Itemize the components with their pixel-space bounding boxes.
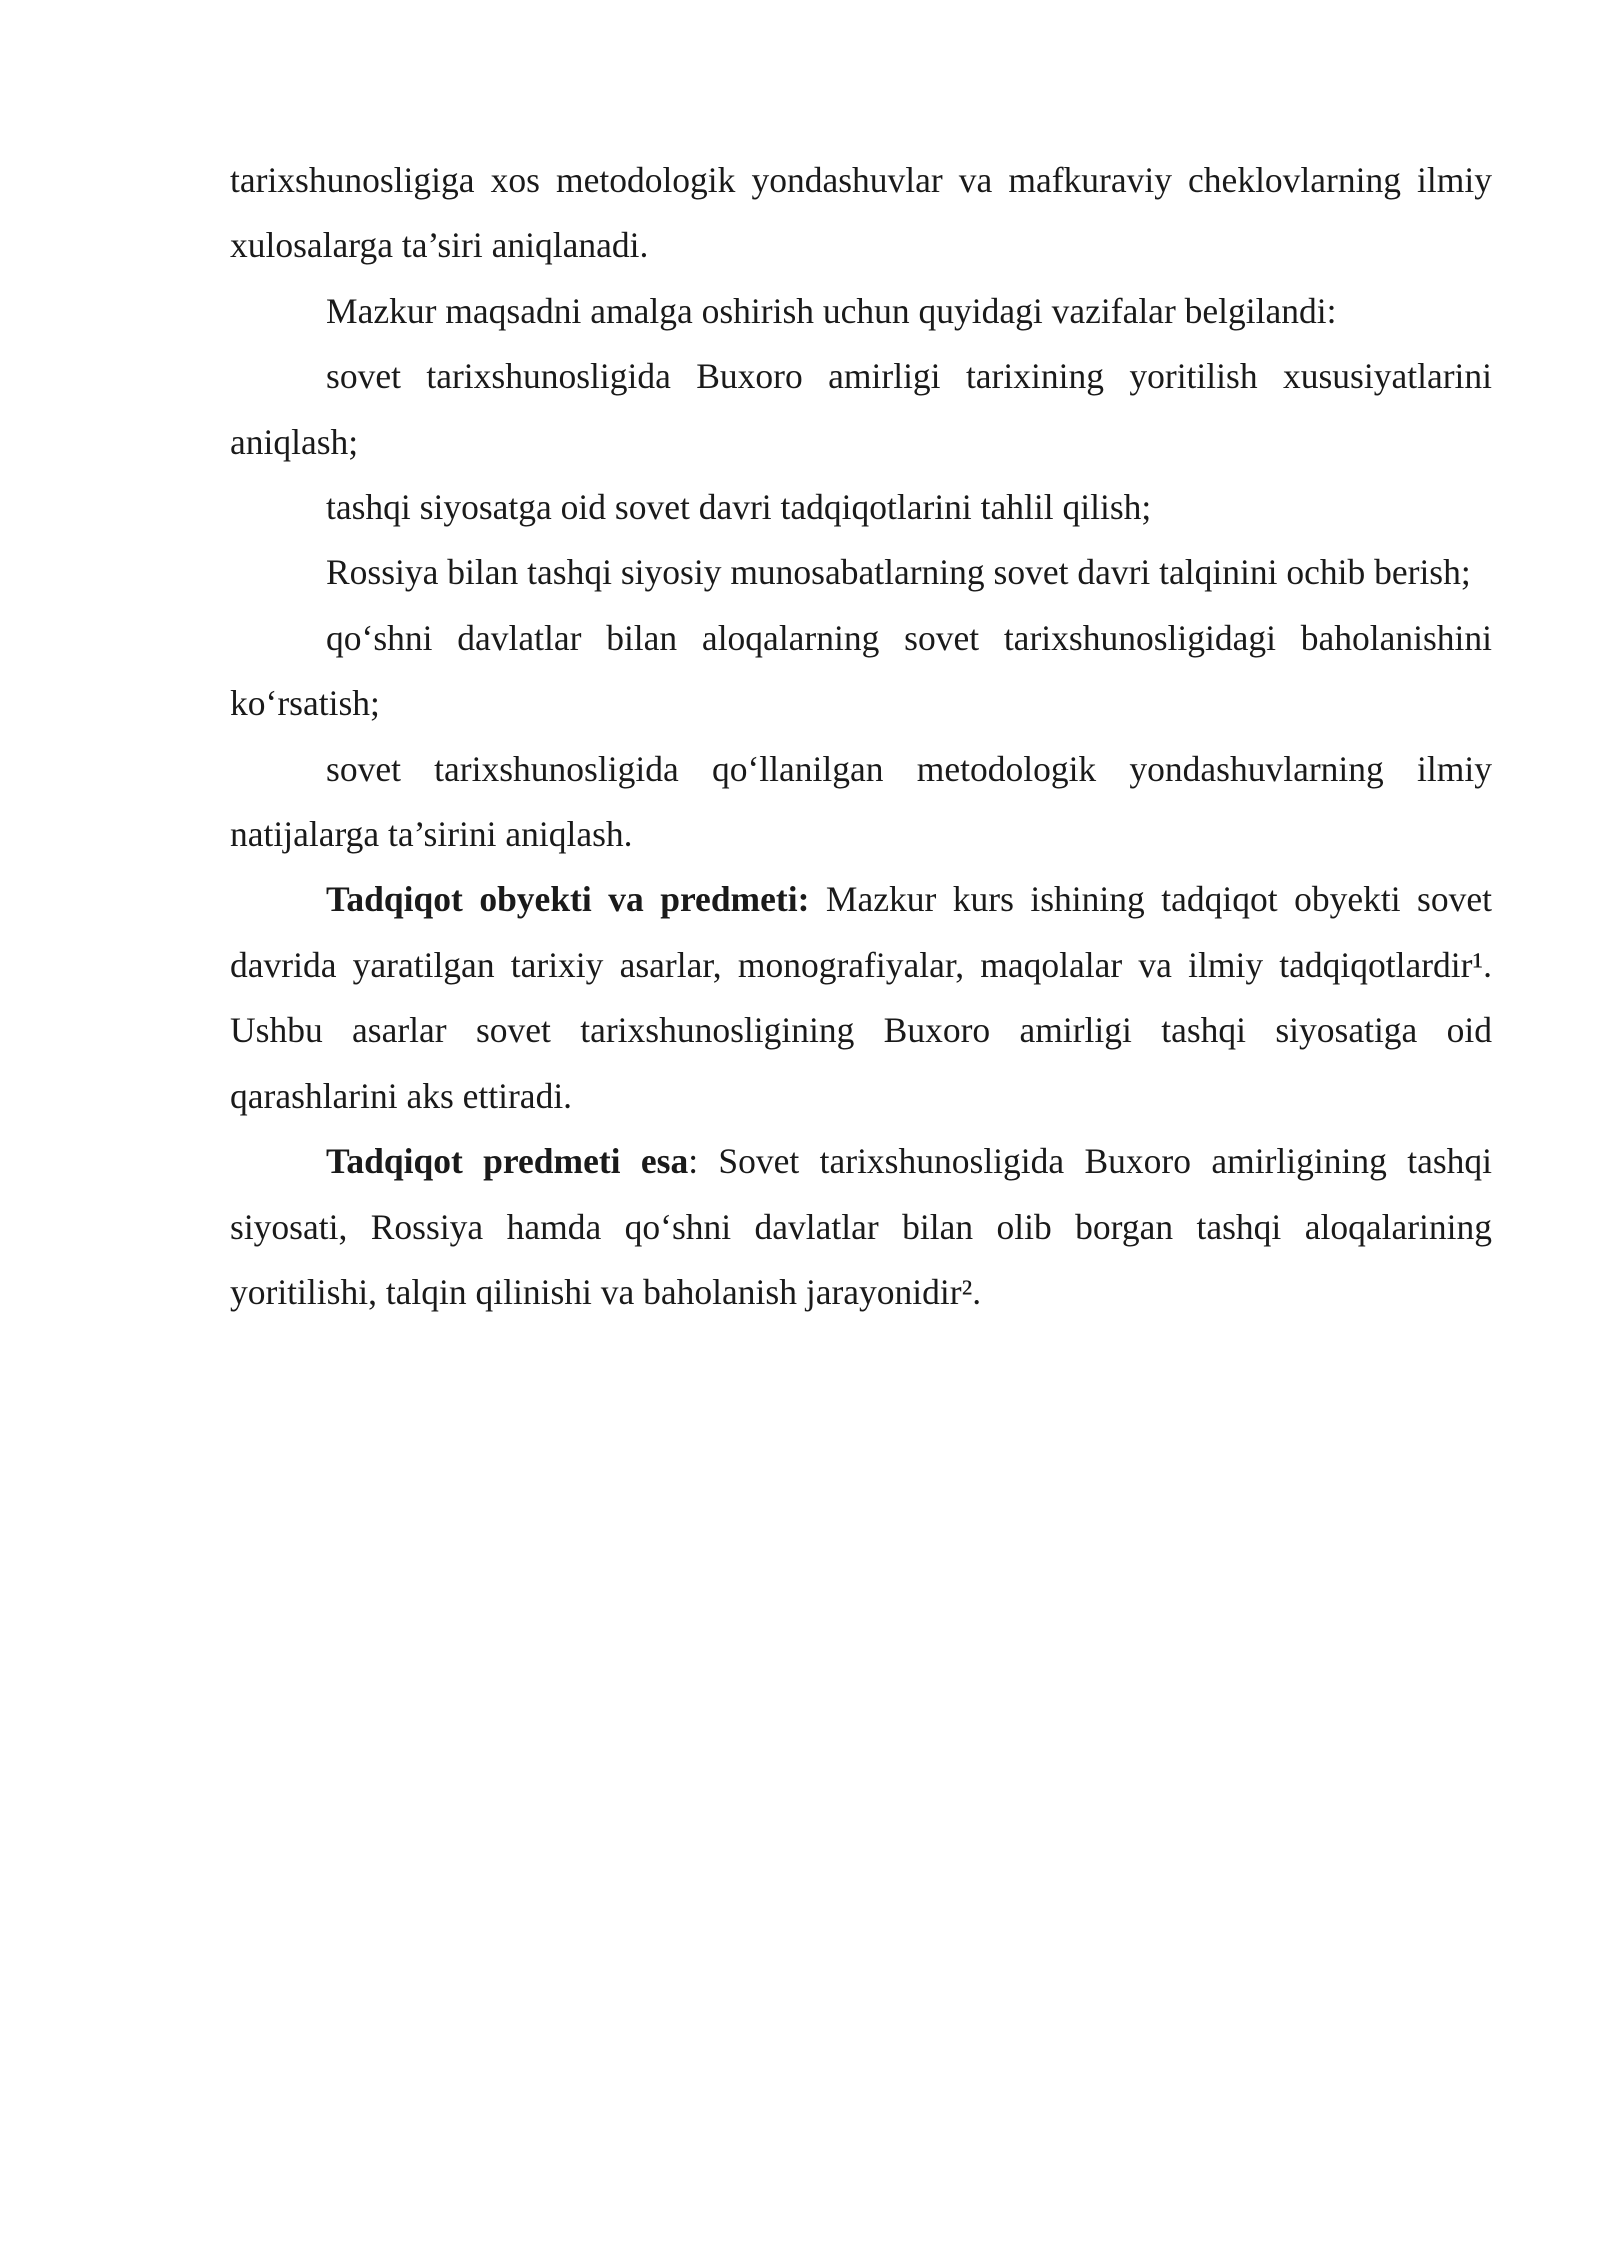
paragraph-text: : Sovet tarixshunosligida Buxoro amirligining tashqi siyosati, Rossiya hamda qo‘shni davlatlar bilan olib borgan tashqi aloqalarining yoritilishi, talqin qilinishi va baholanish jarayonidir².: [230, 1141, 1492, 1312]
task-item: qo‘shni davlatlar bilan aloqalarning sovet tarixshunosligidagi baholanishini ko‘rsatish;: [230, 617, 1492, 724]
document-page: [230, 148, 1492, 1325]
task-item: tashqi siyosatga oid sovet davri tadqiqotlarini tahlil qilish;: [326, 487, 1152, 528]
paragraph-research-subject: [230, 1129, 1492, 1325]
paragraph-tasks-intro: Mazkur maqsadni amalga oshirish uchun quyidagi vazifalar belgilandi:: [326, 290, 1337, 331]
paragraph-text: Mazkur kurs ishining tadqiqot obyekti sovet davrida yaratilgan tarixiy asarlar, monografiyalar, maqolalar va ilmiy tadqiqotlardir¹. Ushbu asarlar sovet tarixshunosligining Buxoro amirligi tashqi siyosatiga oid qarashlarini aks ettiradi.: [230, 879, 1492, 1116]
task-item: sovet tarixshunosligida Buxoro amirligi tarixining yoritilish xususiyatlarini aniqlash;: [230, 356, 1492, 462]
heading-inline: Tadqiqot obyekti va predmeti:: [326, 879, 810, 920]
task-item: Rossiya bilan tashqi siyosiy munosabatlarning sovet davri talqinini ochib berish;: [326, 552, 1471, 593]
paragraph-research-object: [230, 867, 1492, 1129]
heading-inline: Tadqiqot predmeti esa: [326, 1141, 689, 1182]
task-item: sovet tarixshunosligida qo‘llanilgan metodologik yondashuvlarning ilmiy natijalarga ta’sirini aniqlash.: [230, 748, 1492, 855]
paragraph-continuation: tarixshunosligiga xos metodologik yondashuvlar va mafkuraviy cheklovlarning ilmiy xulosalarga ta’siri aniqlanadi.: [230, 160, 1492, 266]
